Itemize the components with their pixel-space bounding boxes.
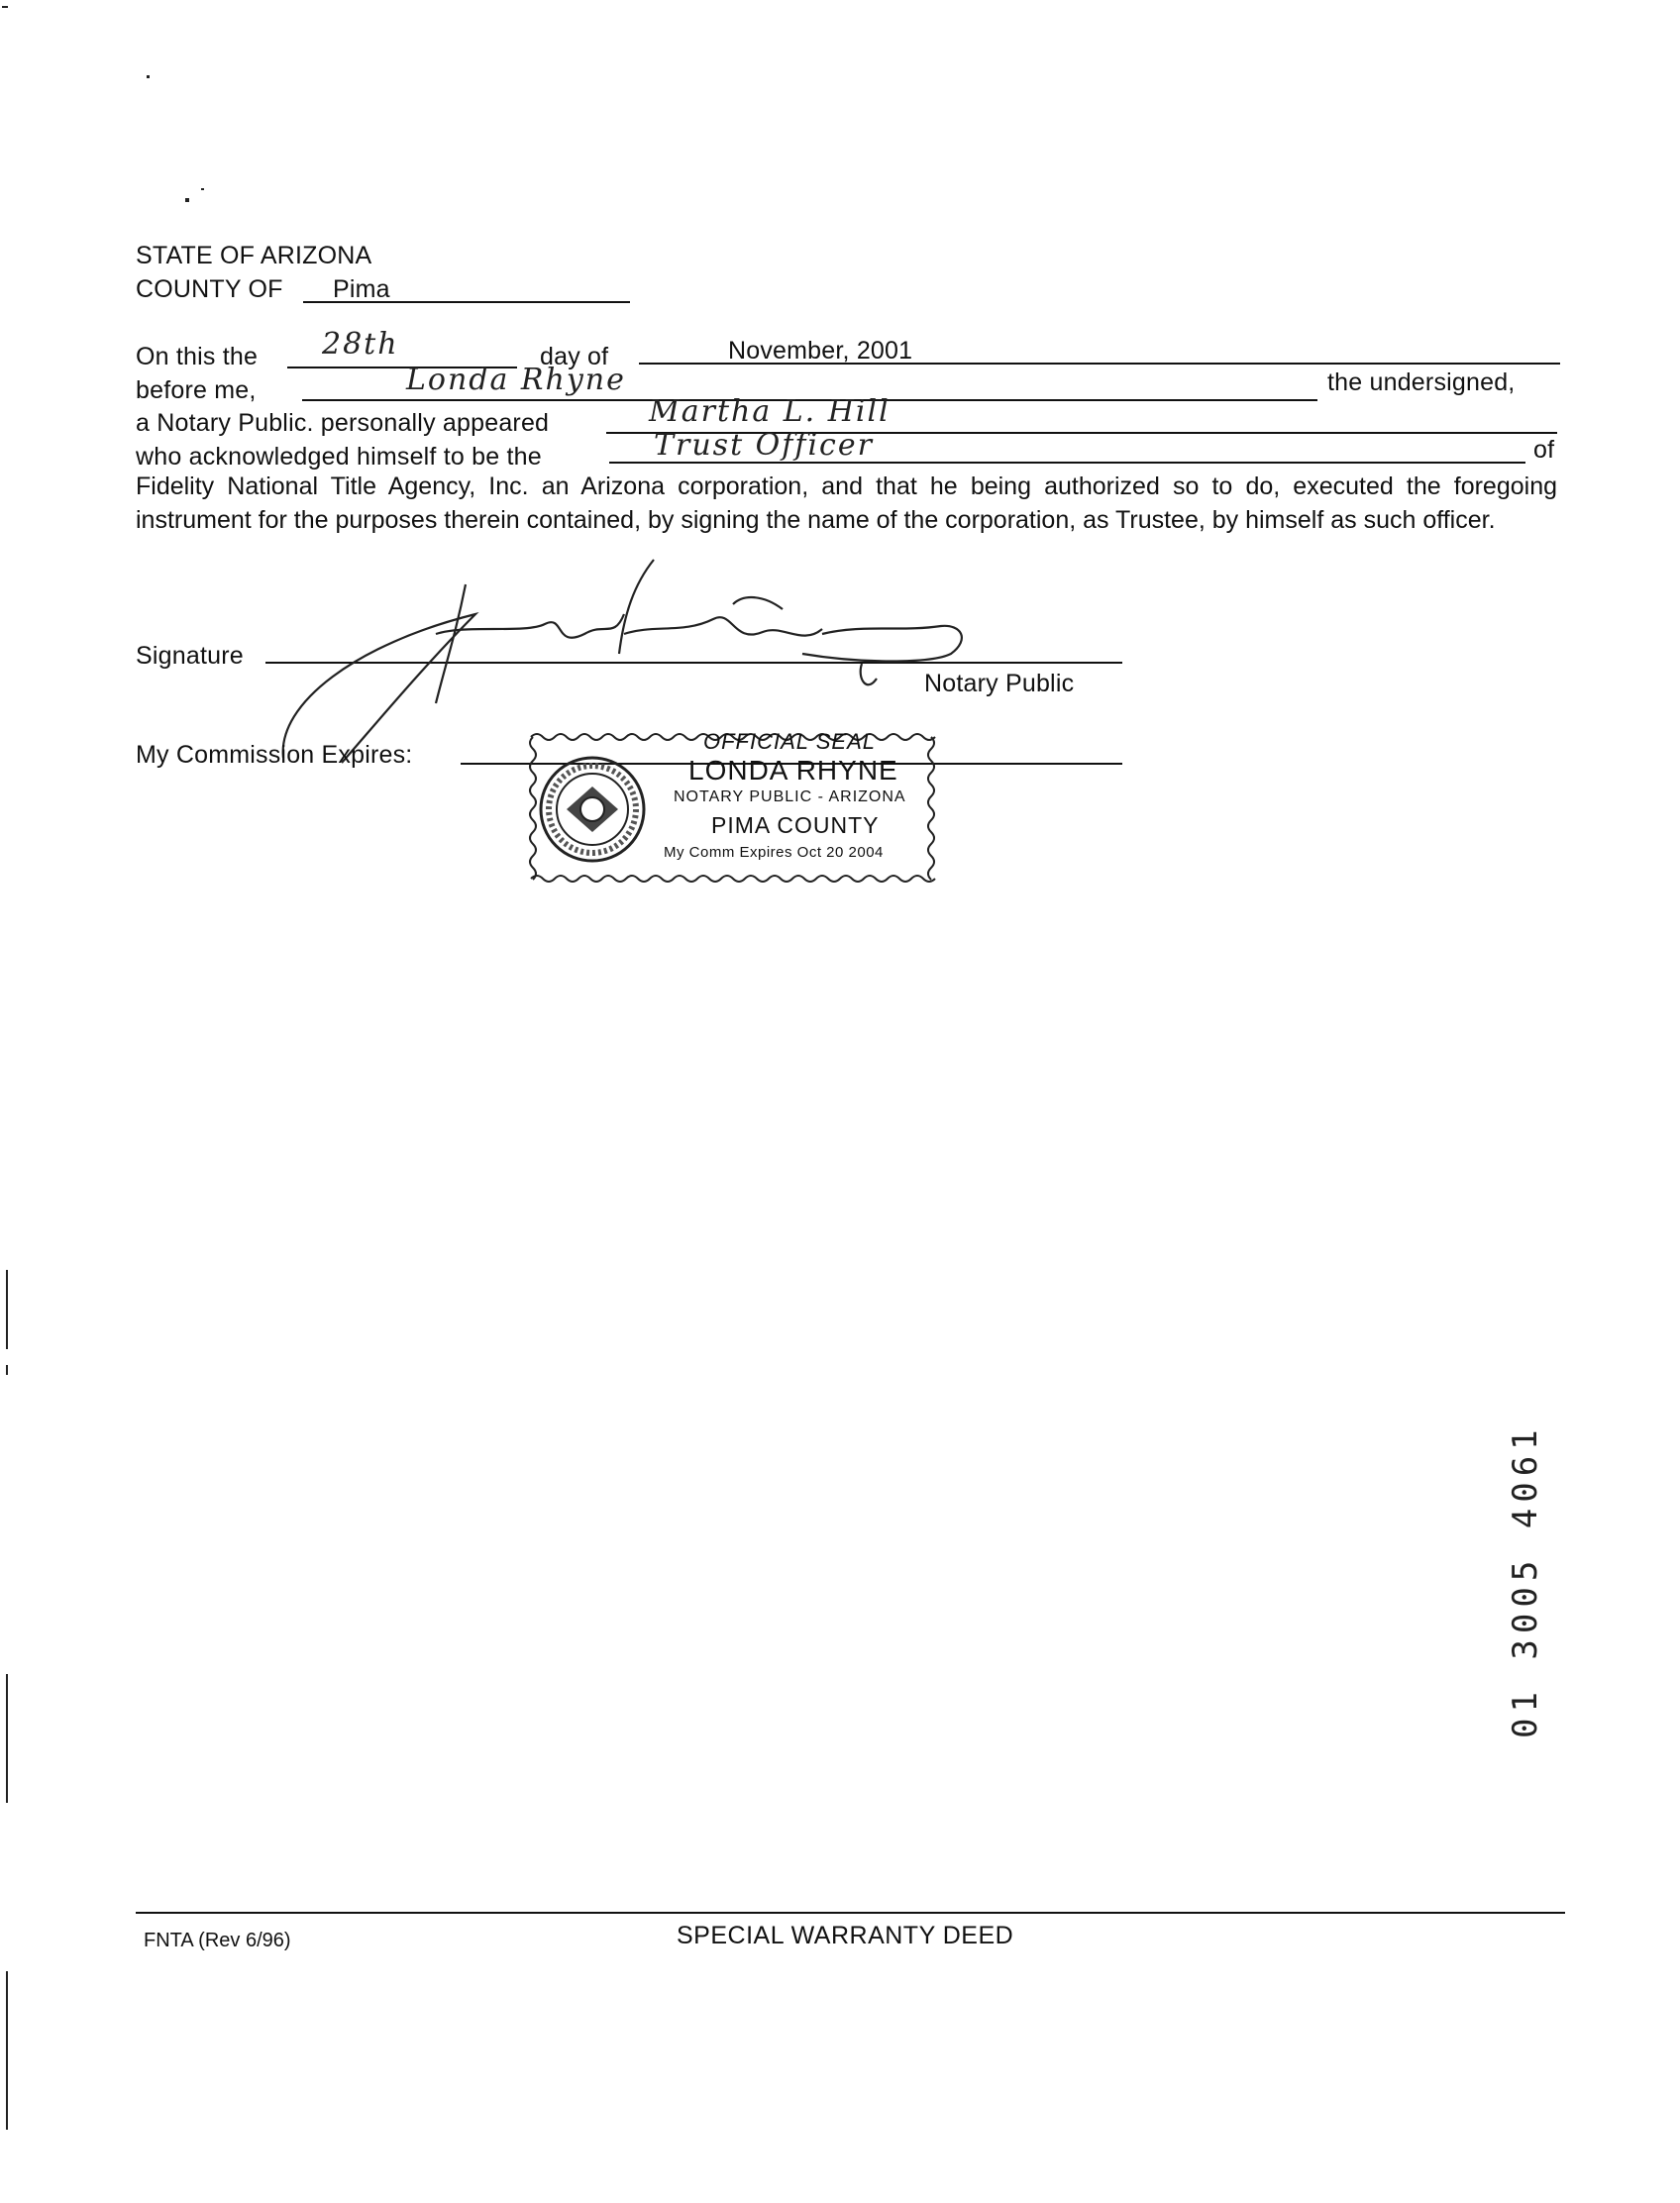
- month-year-underline: [639, 363, 1560, 365]
- day-prefix: On this the: [136, 343, 259, 370]
- title-underline: [609, 462, 1525, 464]
- seal-line2: NOTARY PUBLIC - ARIZONA: [674, 788, 906, 805]
- county-label: COUNTY OF: [136, 275, 283, 303]
- notary-seal-stamp: [525, 725, 941, 889]
- day-of-label: day of: [540, 343, 609, 370]
- scan-margin-mark: [6, 1674, 8, 1803]
- state-heading: STATE OF ARIZONA: [136, 242, 372, 269]
- seal-name: LONDA RHYNE: [688, 755, 898, 786]
- commission-label: My Commission Expires:: [136, 741, 413, 769]
- footer-form-number: FNTA (Rev 6/96): [144, 1930, 291, 1951]
- scan-speck: [2, 6, 8, 8]
- county-value: Pima: [333, 275, 390, 303]
- footer-rule: [136, 1912, 1565, 1914]
- month-year-value: November, 2001: [728, 337, 913, 365]
- seal-title: OFFICIAL SEAL: [703, 729, 876, 754]
- recording-number-stamp: 01 3005 4061: [1506, 1423, 1545, 1738]
- seal-line3: PIMA COUNTY: [711, 812, 880, 838]
- before-me-label: before me,: [136, 376, 257, 404]
- signature-label: Signature: [136, 642, 244, 670]
- day-value: 28th: [322, 327, 399, 362]
- scan-margin-mark: [6, 1365, 8, 1375]
- footer-document-title: SPECIAL WARRANTY DEED: [677, 1922, 1014, 1949]
- signature-role: Notary Public: [924, 670, 1075, 697]
- acknowledged-label: who acknowledged himself to be the: [136, 443, 542, 471]
- of-label: of: [1533, 436, 1555, 464]
- undersigned-label: the undersigned,: [1327, 368, 1516, 396]
- scan-margin-mark: [6, 1971, 8, 2130]
- scan-speck: [185, 198, 189, 202]
- title-value: Trust Officer: [654, 428, 874, 463]
- appeared-value: Martha L. Hill: [649, 394, 891, 429]
- county-underline: [303, 301, 630, 303]
- appeared-label: a Notary Public. personally appeared: [136, 409, 550, 437]
- notary-name-handwritten: Londa Rhyne: [406, 363, 626, 397]
- scan-speck: [147, 75, 150, 78]
- scan-margin-mark: [6, 1270, 8, 1349]
- scan-speck: [201, 188, 204, 190]
- seal-line4: My Comm Expires Oct 20 2004: [664, 844, 884, 861]
- body-paragraph: Fidelity National Title Agency, Inc. an Arizona corporation, and that he being authorized so to do, executed the foregoing instrument for the purposes therein contained, by signing the name of the corporation, as Trustee, by himself as such officer.: [136, 472, 1557, 534]
